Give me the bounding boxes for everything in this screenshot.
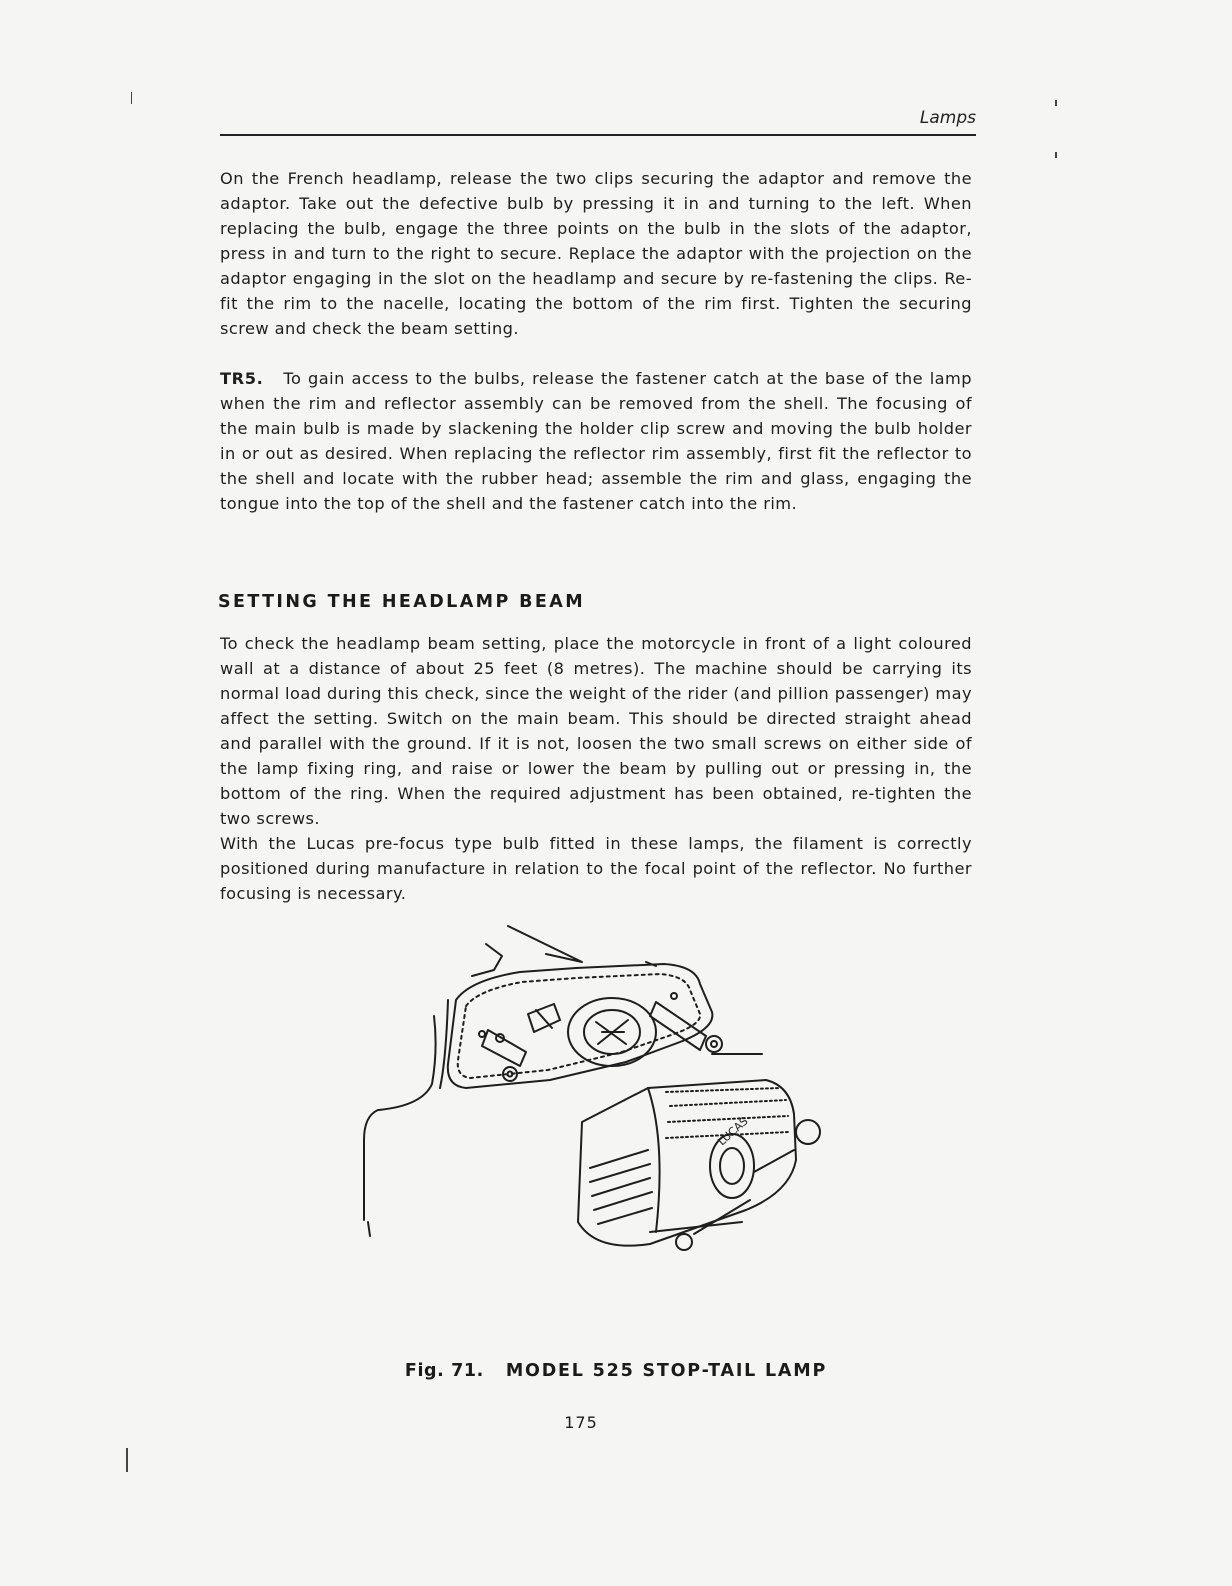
lamp-body-lens bbox=[578, 1080, 796, 1246]
paragraph-tr5 bbox=[220, 366, 972, 516]
paragraph-beam-setting: To check the headlamp beam setting, place the motorcycle in front of a light coloured wall at a distance of about 25 feet (8 metres). The machine should be carrying its normal load during this check, since the weight of the rider (and pillion passenger) may affect the setting. Switch on the main beam. This should be directed straight ahead and parallel with the ground. If it is not, loosen the two small screws on either side of the lamp fixing ring, and raise or lower the beam by pulling out or pressing in, the bottom of the ring. When the required adjustment has been obtained, re-tighten the two screws. bbox=[220, 634, 972, 828]
figure-caption bbox=[0, 1361, 1232, 1381]
tr5-text: To gain access to the bulbs, release the fastener catch at the base of the lamp when the rim and reflector assembly can be removed from the shell. The focusing of the main bulb is made by slackening the holder clip screw and moving the bulb holder in or out as desired. When replacing the reflector rim assembly, first fit the reflector to the shell and locate with the rubber head; assemble the rim and glass, engaging the tongue into the top of the shell and the fastener catch into the rim. bbox=[220, 369, 972, 513]
paragraph-prefocus: With the Lucas pre-focus type bulb fitted in these lamps, the filament is correctly positioned during manufacture in relation to the focal point of the reflector. No further focusing is necessary. bbox=[220, 834, 972, 903]
lens-marking: LUCAS bbox=[715, 1114, 751, 1149]
page-number: 175 bbox=[564, 1413, 598, 1432]
scan-mark-right bbox=[1055, 152, 1057, 158]
running-head: Lamps bbox=[919, 108, 976, 128]
scan-mark-top-right bbox=[1055, 100, 1057, 106]
bulb-holder bbox=[528, 998, 656, 1066]
scan-mark-top-left bbox=[131, 92, 132, 104]
scan-mark-bottom-left bbox=[126, 1448, 128, 1472]
section-heading: SETTING THE HEADLAMP BEAM bbox=[218, 592, 586, 612]
tr5-label: TR5. bbox=[220, 369, 264, 388]
figure-title: MODEL 525 STOP-TAIL LAMP bbox=[505, 1361, 828, 1381]
paragraph-french-headlamp: On the French headlamp, release the two clips securing the adaptor and remove the adaptor. Take out the defective bulb by pressing it in and turning to the left. When replacing the bulb, engage the three points on the bulb in the slots of the adaptor, press in and turn to the right to secure. Replace the adaptor with the projection on the adaptor engaging in the slot on the headlamp and secure by re-fastening the clips. Re-fit the rim to the nacelle, locating the bottom of the rim first. Tighten the securing screw and check the beam setting. bbox=[220, 169, 972, 338]
fixing-screws bbox=[676, 1120, 820, 1250]
stop-tail-lamp-illustration bbox=[350, 910, 830, 1260]
header-rule bbox=[220, 134, 976, 136]
lamp-base-plate bbox=[448, 964, 762, 1088]
figure-number: Fig. 71. bbox=[404, 1361, 484, 1381]
